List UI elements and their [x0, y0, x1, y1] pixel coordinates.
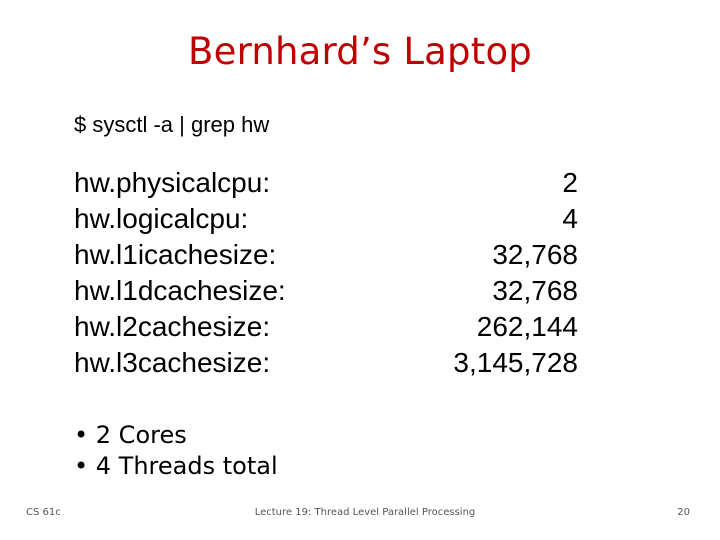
bullet-list — [74, 420, 278, 482]
hw-key: hw.l3cachesize: — [74, 347, 271, 378]
hw-row-physicalcpu — [74, 165, 578, 201]
footer-lecture-title: Lecture 19: Thread Level Parallel Processing — [254, 507, 476, 518]
hw-value: 262,144 — [476, 311, 578, 342]
hw-key: hw.l2cachesize: — [74, 311, 271, 342]
bullet-item-cores: • 2 Cores — [74, 421, 187, 449]
footer-page-number: 20 — [677, 507, 690, 518]
hw-key: hw.logicalcpu: — [74, 203, 249, 234]
hw-value: 32,768 — [492, 239, 578, 270]
hw-row-l1dcachesize — [74, 273, 578, 309]
hw-key: hw.physicalcpu: — [74, 167, 271, 198]
slide-title: Bernhard’s Laptop — [188, 30, 532, 73]
footer-course: CS 61c — [26, 507, 61, 518]
hw-value: 32,768 — [492, 275, 578, 306]
hw-value: 2 — [562, 167, 578, 198]
hw-key: hw.l1dcachesize: — [74, 275, 286, 306]
hw-row-l1icachesize — [74, 237, 578, 273]
terminal-command: $ sysctl -a | grep hw — [74, 112, 270, 137]
hw-key: hw.l1icachesize: — [74, 239, 277, 270]
hw-row-l2cachesize — [74, 309, 578, 345]
hw-value: 3,145,728 — [453, 347, 578, 378]
hw-value: 4 — [562, 203, 578, 234]
bullet-item-threads: • 4 Threads total — [74, 452, 278, 480]
hw-info-table — [74, 165, 578, 381]
hw-row-logicalcpu — [74, 201, 578, 237]
hw-row-l3cachesize — [74, 345, 578, 381]
